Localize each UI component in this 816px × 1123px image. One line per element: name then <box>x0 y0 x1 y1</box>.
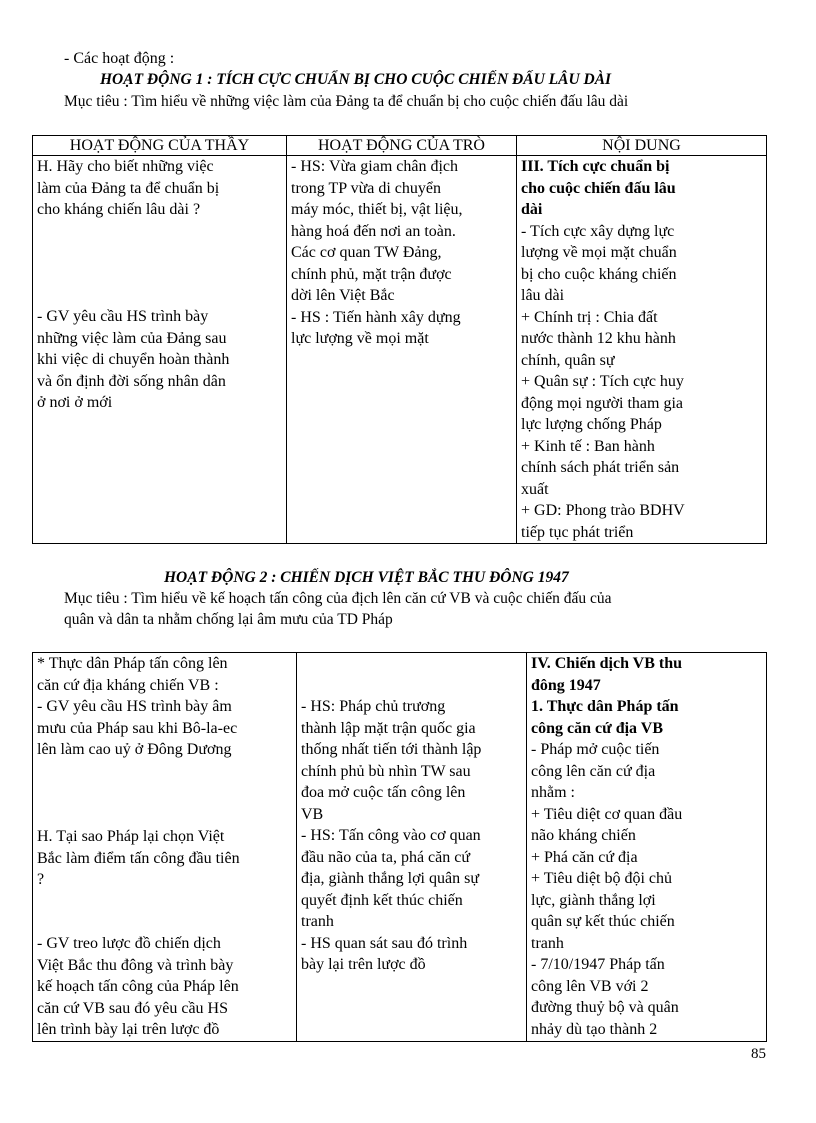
student-activity-cell <box>297 653 527 1042</box>
content-cell <box>527 653 767 1042</box>
student-answer-5: - HS quan sát sau đó trình bày lại trên lược đồ <box>301 934 468 973</box>
page-number: 85 <box>751 1046 766 1062</box>
content-cell <box>517 156 767 544</box>
table-row <box>33 156 767 544</box>
activities-intro: - Các hoạt động : <box>64 50 175 67</box>
activity-2-heading: HOẠT ĐỘNG 2 : CHIẾN DỊCH VIỆT BẮC THU ĐÔNG 1947 <box>164 569 569 586</box>
teacher-request-2: - GV yêu cầu HS trình bày âm mưu của Pháp sau khi Bô-la-ec lên làm cao uỷ ở Đông Dương <box>37 698 238 758</box>
teacher-activity-cell <box>33 156 287 544</box>
table-header-row <box>33 136 767 156</box>
activity-2-table <box>32 652 767 1042</box>
student-answer-1: - HS: Vừa giam chân địch trong TP vừa di chuyển máy móc, thiết bị, vật liệu, hàng hoá đến nơi an toàn. Các cơ quan TW Đảng, chính phủ, mặt trận được dời lên Việt Bắc <box>291 158 463 304</box>
table-row <box>33 653 767 1042</box>
header-teacher: HOẠT ĐỘNG CỦA THẦY <box>33 136 287 156</box>
teacher-request-1: - GV yêu cầu HS trình bày những việc làm của Đảng sau khi việc di chuyển hoàn thành và ổn định đời sống nhân dân ở nơi ở mới <box>37 308 230 411</box>
student-answer-2: - HS : Tiến hành xây dựng lực lượng về mọi mặt <box>291 308 461 347</box>
student-activity-cell <box>287 156 517 544</box>
activity-2-objective-line-1: Mục tiêu : Tìm hiểu về kế hoạch tấn công của địch lên căn cứ VB và cuộc chiến đấu của <box>64 590 612 607</box>
student-answer-4: - HS: Tấn công vào cơ quan đầu não của ta, phá căn cứ địa, giành thắng lợi quân sự quyết định kết thúc chiến tranh <box>301 827 481 930</box>
teacher-topic: * Thực dân Pháp tấn công lên căn cứ địa kháng chiến VB : <box>37 655 228 694</box>
content-section-body: - Tích cực xây dựng lực lượng về mọi mặt chuẩn bị cho cuộc kháng chiến lâu dài + Chính trị : Chia đất nước thành 12 khu hành chính, quân sự + Quân sự : Tích cực huy động mọi người tham gia lực lượng chống Pháp + Kinh tế : Ban hành chính sách phát triển sản xuất + GD: Phong trào BDHV tiếp tục phát triển <box>521 222 685 541</box>
activity-2-objective-line-2: quân và dân ta nhằm chống lại âm mưu của TD Pháp <box>64 611 393 628</box>
activity-1-table <box>32 135 767 544</box>
teacher-activity-cell <box>33 653 297 1042</box>
content-section-body: - Pháp mở cuộc tiến công lên căn cứ địa nhằm : + Tiêu diệt cơ quan đầu não kháng chiến + Phá căn cứ địa + Tiêu diệt bộ đội chủ lực, giành thắng lợi quân sự kết thúc chiến tranh - 7/10/1947 Pháp tấn công lên VB với 2 đường thuỷ bộ và quân nhảy dù tạo thành 2 <box>531 741 683 1038</box>
content-section-title: IV. Chiến dịch VB thu đông 1947 1. Thực dân Pháp tấn công căn cứ địa VB <box>531 655 683 737</box>
activity-1-heading: HOẠT ĐỘNG 1 : TÍCH CỰC CHUẨN BỊ CHO CUỘC CHIẾN ĐẤU LÂU DÀI <box>100 71 612 88</box>
teacher-question-1: H. Hãy cho biết những việc làm của Đảng ta để chuẩn bị cho kháng chiến lâu dài ? <box>37 158 220 218</box>
teacher-request-3: - GV treo lược đồ chiến dịch Việt Bắc thu đông và trình bày kế hoạch tấn công của Pháp lên căn cứ VB sau đó yêu cầu HS lên trình bày lại trên lược đồ <box>37 935 239 1038</box>
content-section-title: III. Tích cực chuẩn bị cho cuộc chiến đấu lâu dài <box>521 158 676 218</box>
student-answer-3: - HS: Pháp chủ trương thành lập mặt trận quốc gia thống nhất tiến tới thành lập chính phủ bù nhìn TW sau đoa mở cuộc tấn công lên VB <box>301 698 482 823</box>
header-student: HOẠT ĐỘNG CỦA TRÒ <box>287 136 517 156</box>
activity-1-objective: Mục tiêu : Tìm hiểu về những việc làm của Đảng ta để chuẩn bị cho cuộc chiến đấu lâu dài <box>64 93 629 110</box>
header-content: NỘI DUNG <box>517 136 767 156</box>
teacher-question-2: H. Tại sao Pháp lại chọn Việt Bắc làm điểm tấn công đầu tiên ? <box>37 828 240 888</box>
